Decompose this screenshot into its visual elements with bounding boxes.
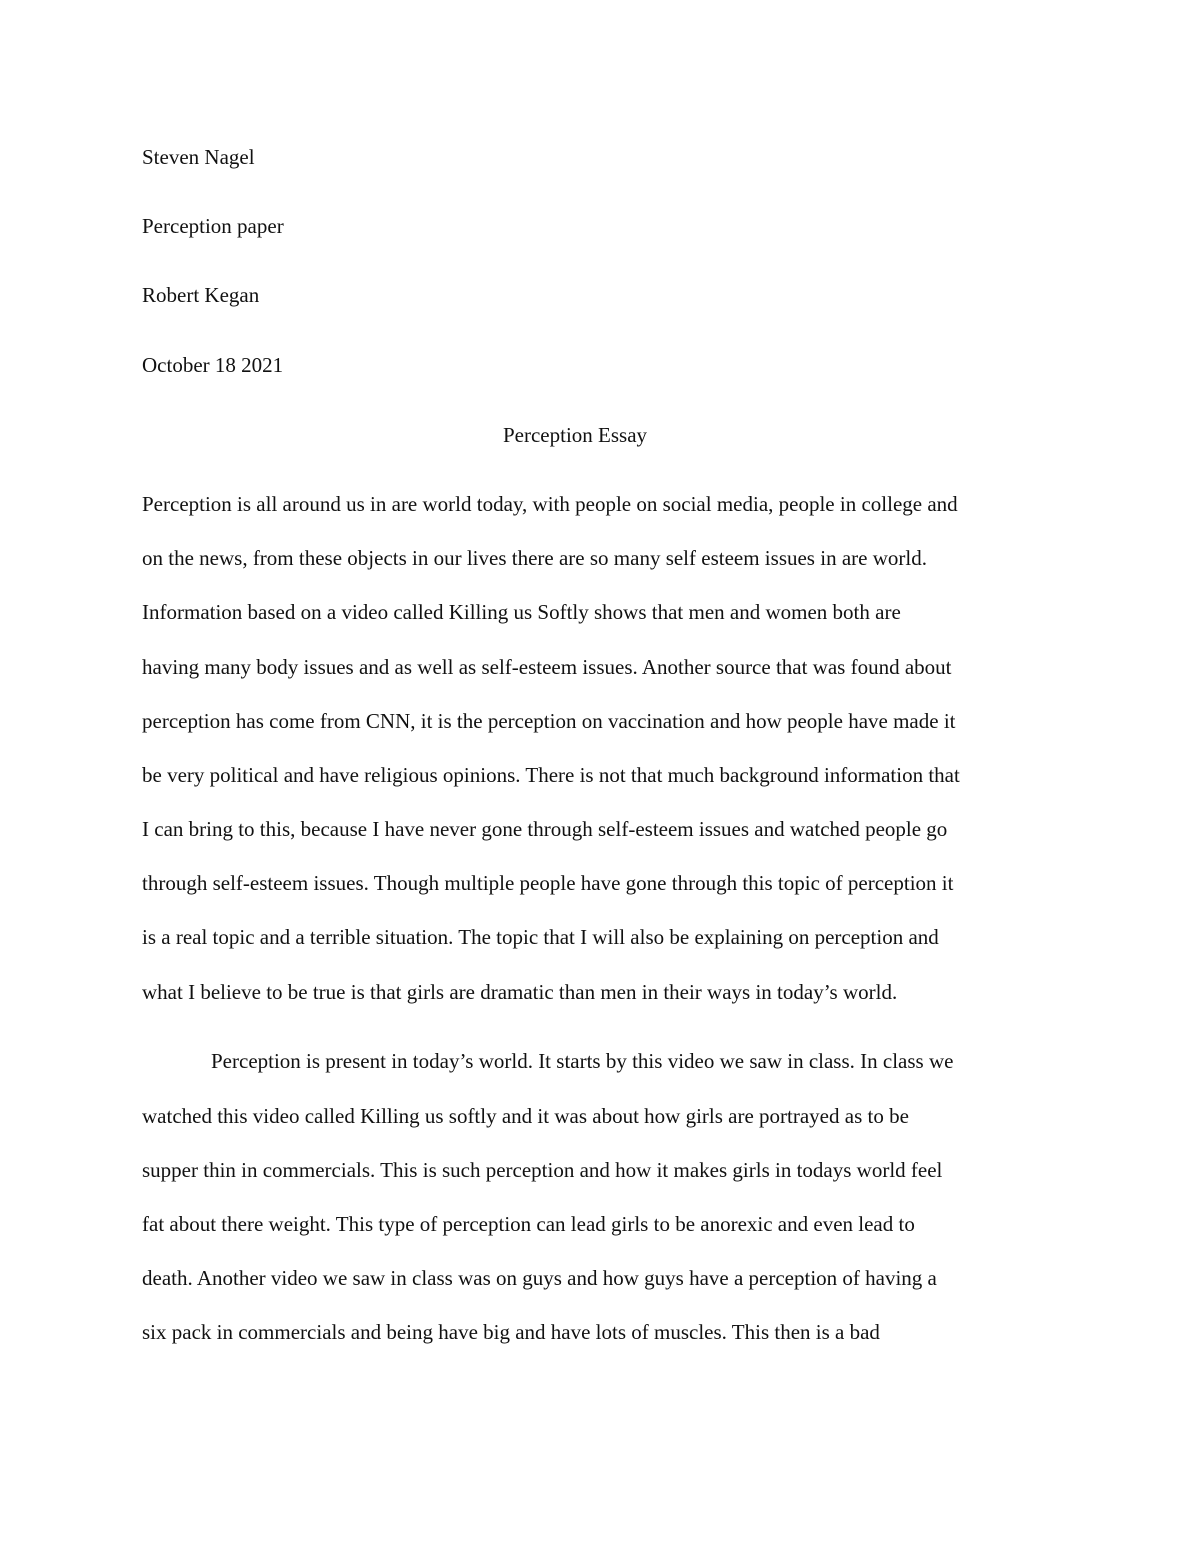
paragraph-line: perception has come from CNN, it is the perception on vaccination and how people have made it <box>142 709 956 733</box>
essay-title: Perception Essay <box>502 423 648 447</box>
paragraph-line: I can bring to this, because I have never gone through self-esteem issues and watched people go <box>142 817 948 841</box>
document-date: October 18 2021 <box>142 353 284 377</box>
paragraph-line: Perception is present in today’s world. It starts by this video we saw in class. In class we <box>211 1049 954 1073</box>
paragraph-line: what I believe to be true is that girls are dramatic than men in their ways in today’s world. <box>142 980 898 1004</box>
paragraph-line: through self-esteem issues. Though multiple people have gone through this topic of perception it <box>142 871 954 895</box>
paragraph-line: watched this video called Killing us softly and it was about how girls are portrayed as to be <box>142 1104 909 1128</box>
author-name: Steven Nagel <box>142 145 255 169</box>
paragraph-line: fat about there weight. This type of perception can lead girls to be anorexic and even lead to <box>142 1212 915 1236</box>
paragraph-line: be very political and have religious opinions. There is not that much background information that <box>142 763 960 787</box>
paragraph-line: supper thin in commercials. This is such perception and how it makes girls in todays world feel <box>142 1158 943 1182</box>
paragraph-line: Information based on a video called Killing us Softly shows that men and women both are <box>142 600 901 624</box>
paragraph-line: death. Another video we saw in class was on guys and how guys have a perception of having a <box>142 1266 937 1290</box>
paragraph-line: is a real topic and a terrible situation. The topic that I will also be explaining on perception and <box>142 925 939 949</box>
paragraph-line: on the news, from these objects in our lives there are so many self esteem issues in are world. <box>142 546 927 570</box>
instructor-name: Robert Kegan <box>142 283 260 307</box>
paragraph-line: six pack in commercials and being have big and have lots of muscles. This then is a bad <box>142 1320 880 1344</box>
paragraph-line: having many body issues and as well as self-esteem issues. Another source that was found about <box>142 655 952 679</box>
assignment-name: Perception paper <box>142 214 284 238</box>
paragraph-line: Perception is all around us in are world today, with people on social media, people in college and <box>142 492 958 516</box>
